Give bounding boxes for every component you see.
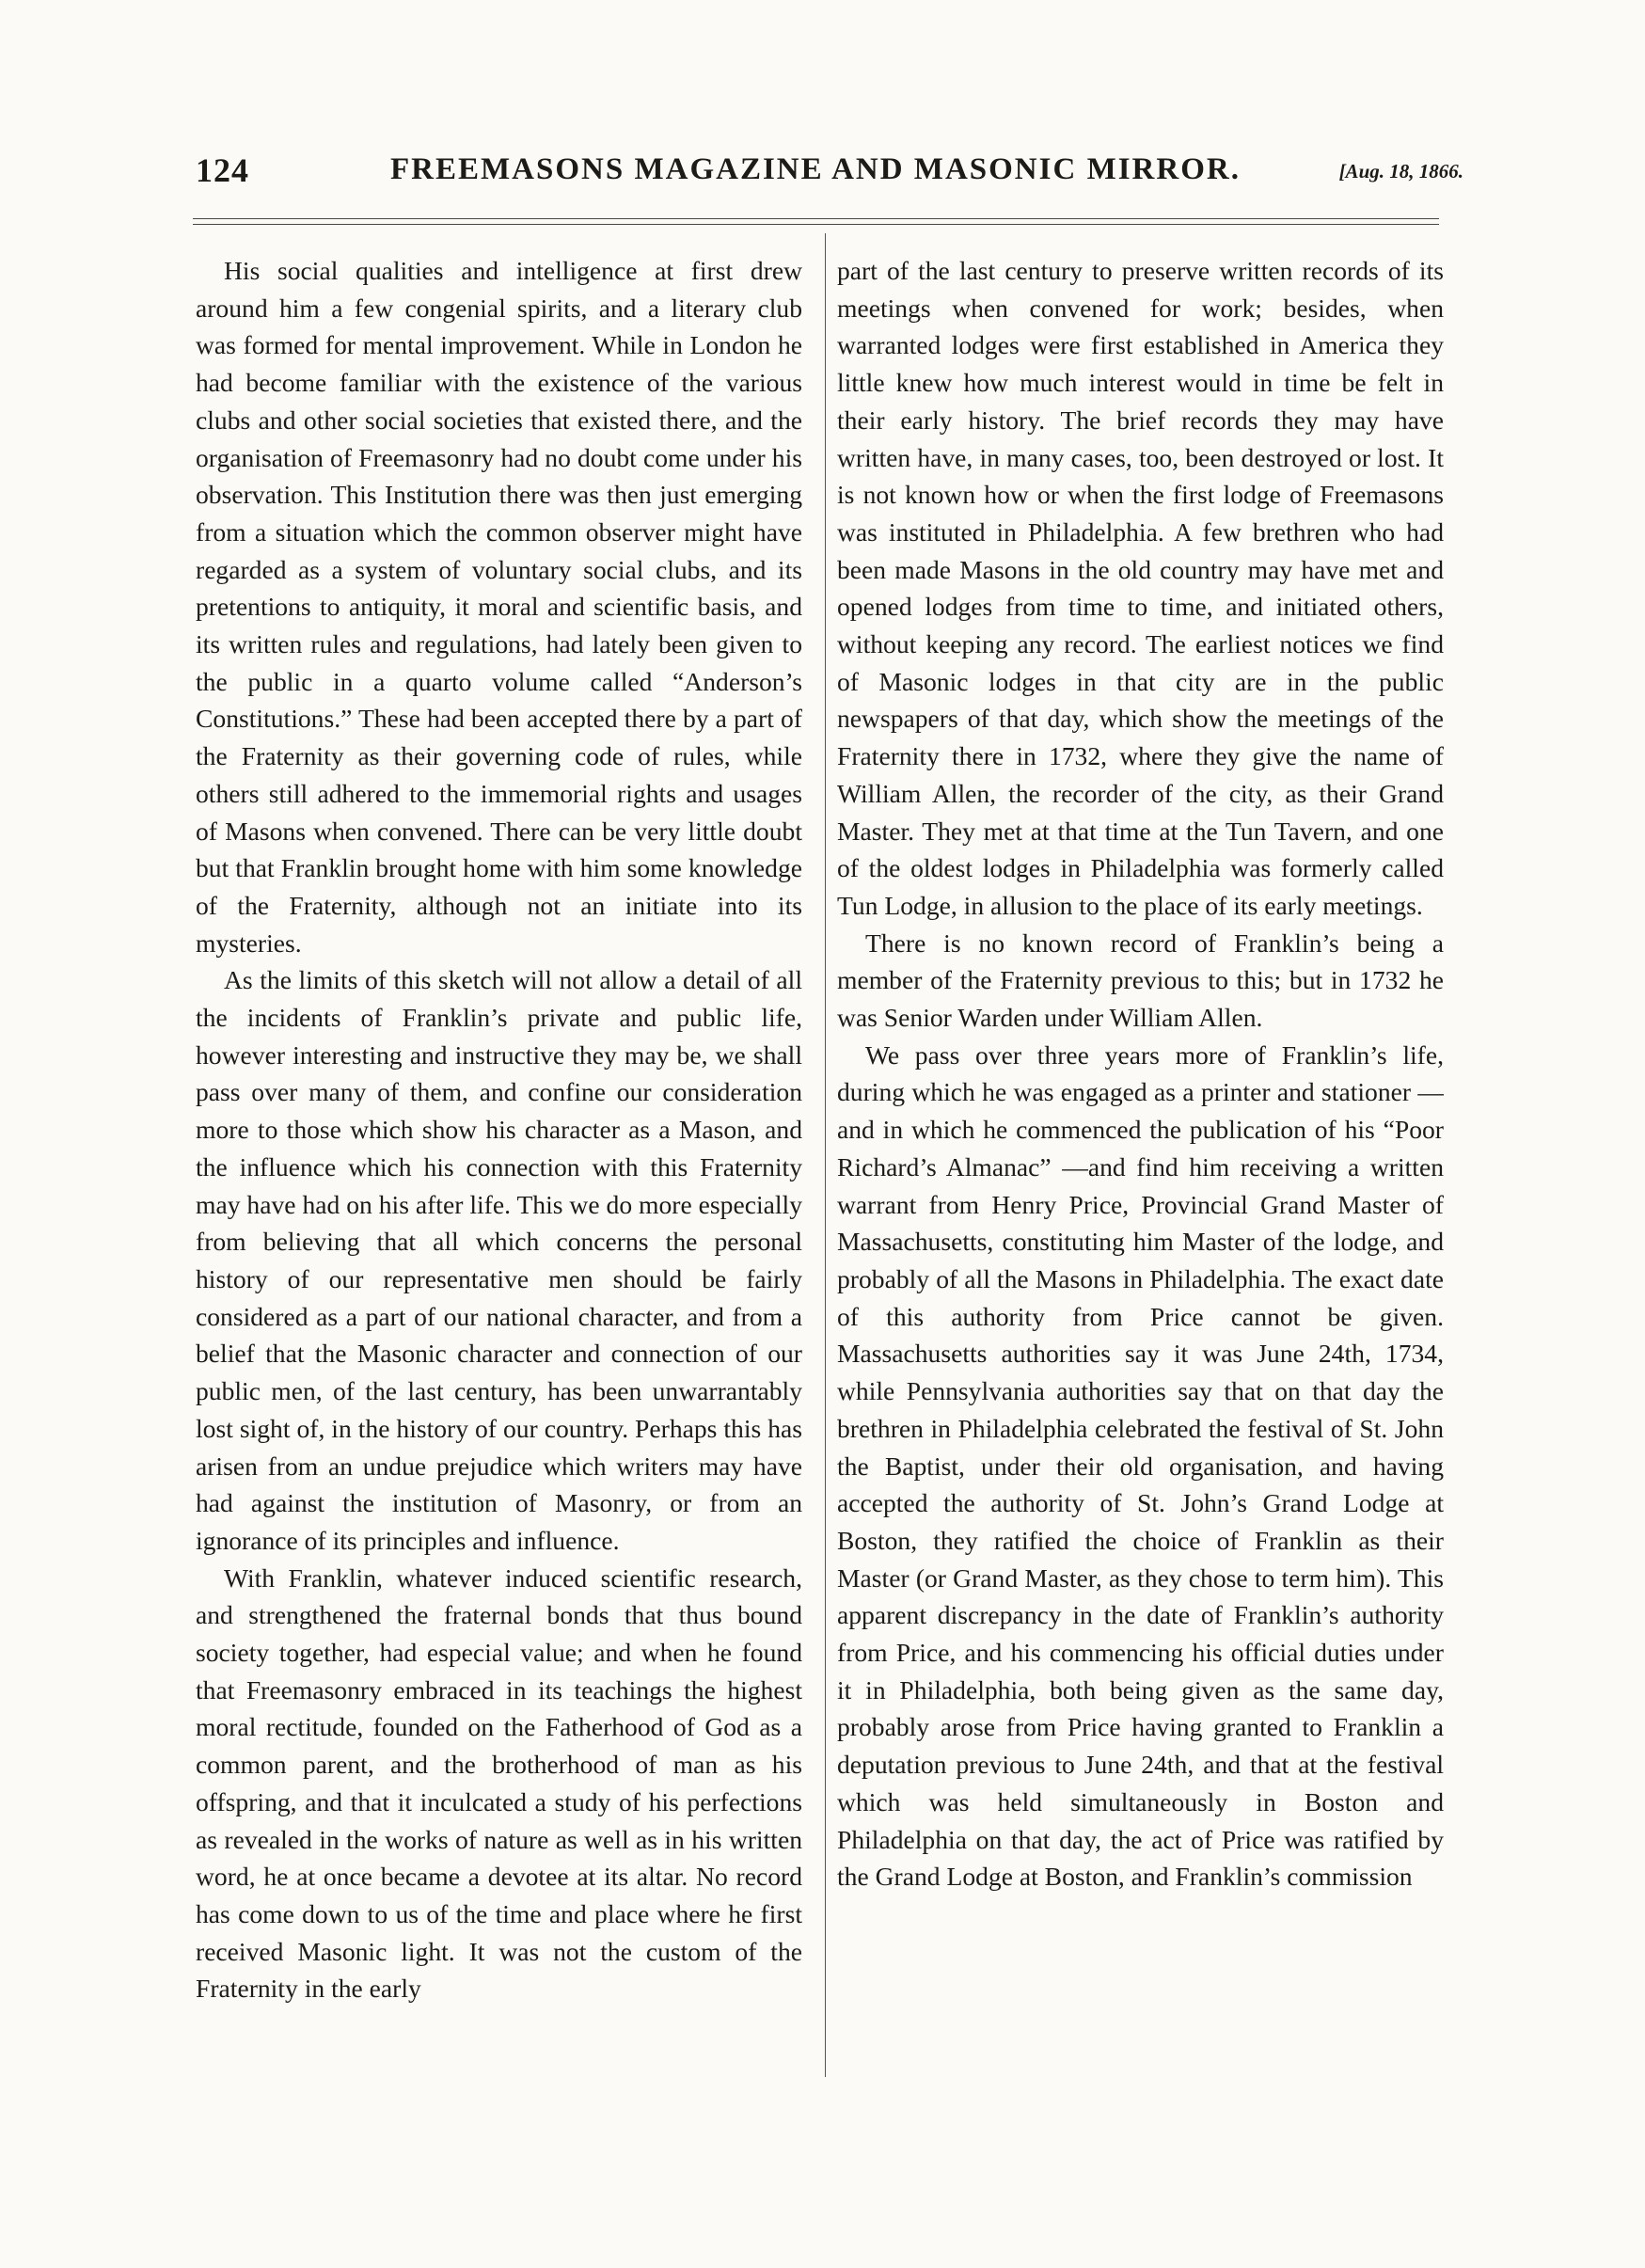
page-header	[167, 151, 1463, 207]
paragraph: As the limits of this sketch will not allow a detail of all the incidents of Franklin’s private and public life, however interesting and instructive they may be, we shall pass over many of them, and confine our consideration more to those which show his character as a Mason, and the influence which his connection with this Fraternity may have had on his after life. This we do more especially from believing that all which concerns the personal history of our representative men should be fairly considered as a part of our national character, and from a belief that the Masonic character and connection of our public men, of the last century, has been unwarrantably lost sight of, in the history of our country. Perhaps this has arisen from an undue prejudice which writers may have had against the institution of Masonry, or from an ignorance of its principles and influence.	[196, 965, 802, 1555]
header-rule-bottom	[193, 224, 1439, 225]
header-rule-top	[193, 218, 1439, 219]
paragraph: There is no known record of Franklin’s being a member of the Fraternity previous to this; but in 1732 he was Senior Warden under William Allen.	[837, 928, 1444, 1033]
paragraph: With Franklin, whatever induced scientific research, and strengthened the fraternal bonds that thus bound society together, had especial value; and when he found that Freemasonry embraced in its teachings the highest moral rectitude, founded on the Fatherhood of God as a common parent, and the brotherhood of man as his offspring, and that it inculcated a study of his perfections as revealed in the works of nature as well as in his written word, he at once became a devotee at its altar. No record has come down to us of the time and place where he first received Masonic light. It was not the custom of the Fraternity in the early	[196, 1562, 802, 2004]
paragraph: His social qualities and intelligence at first drew around him a few congenial spirits, and a literary club was formed for mental improvement. While in London he had become familiar with the existence of the various clubs and other social societies that existed there, and the organisation of Freemasonry had no doubt come under his observation. This Institution there was then just emerging from a situation which the common observer might have regarded as a system of voluntary social clubs, and its pretentions to antiquity, it moral and scientific basis, and its written rules and regulations, had lately been given to the public in a quarto volume called “Anderson’s Constitutions.” These had been accepted there by a part of the Fraternity as their governing code of rules, while others still adhered to the immemorial rights and usages of Masons when convened. There can be very little doubt but that Franklin brought home with him some knowledge of the Fraternity, although not an initiate into its mysteries.	[196, 256, 802, 958]
paragraph: part of the last century to preserve written records of its meetings when convened for work; besides, when warranted lodges were first established in America they little knew how much interest would in time be felt in their early history. The brief records they may have written have, in many cases, too, been destroyed or lost. It is not known how or when the first lodge of Freemasons was instituted in Philadelphia. A few brethren who had been made Masons in the old country may have met and opened lodges from time to time, and initiated others, without keeping any record. The earliest notices we find of Masonic lodges in that city are in the public newspapers of that day, which show the meetings of the Fraternity there in 1732, where they give the name of William Allen, the recorder of the city, as their Grand Master. They met at that time at the Tun Tavern, and one of the oldest lodges in Philadelphia was formerly called Tun Lodge, in allusion to the place of its early meetings.	[837, 256, 1444, 920]
right-column	[837, 252, 1444, 2068]
page-number: 124	[196, 151, 249, 189]
issue-date: [Aug. 18, 1866.	[1338, 160, 1463, 182]
left-column	[196, 252, 802, 2068]
column-divider	[825, 233, 826, 2077]
paragraph: We pass over three years more of Franklin’s life, during which he was engaged as a printer and stationer — and in which he commenced the publication of his “Poor Richard’s Almanac” —and find him receiving a written warrant from Henry Price, Provincial Grand Master of Massachusetts, constituting him Master of the lodge, and probably of all the Masons in Philadelphia. The exact date of this authority from Price cannot be given. Massachusetts authorities say it was June 24th, 1734, while Pennsylvania authorities say that on that day the brethren in Philadelphia celebrated the festival of St. John the Baptist, under their old organisation, and having accepted the authority of St. John’s Grand Lodge at Boston, they ratified the choice of Franklin as their Master (or Grand Master, as they chose to term him). This apparent discrepancy in the date of Franklin’s authority from Price, and his commencing his official duties under it in Philadelphia, both being given as the same day, probably arose from Price having granted to Franklin a deputation previous to June 24th, and that at the festival which was held simultaneously in Boston and Philadelphia on that day, the act of Price was ratified by the Grand Lodge at Boston, and Franklin’s commission	[837, 1039, 1444, 1892]
running-title: FREEMASONS MAGAZINE AND MASONIC MIRROR.	[390, 152, 1241, 186]
